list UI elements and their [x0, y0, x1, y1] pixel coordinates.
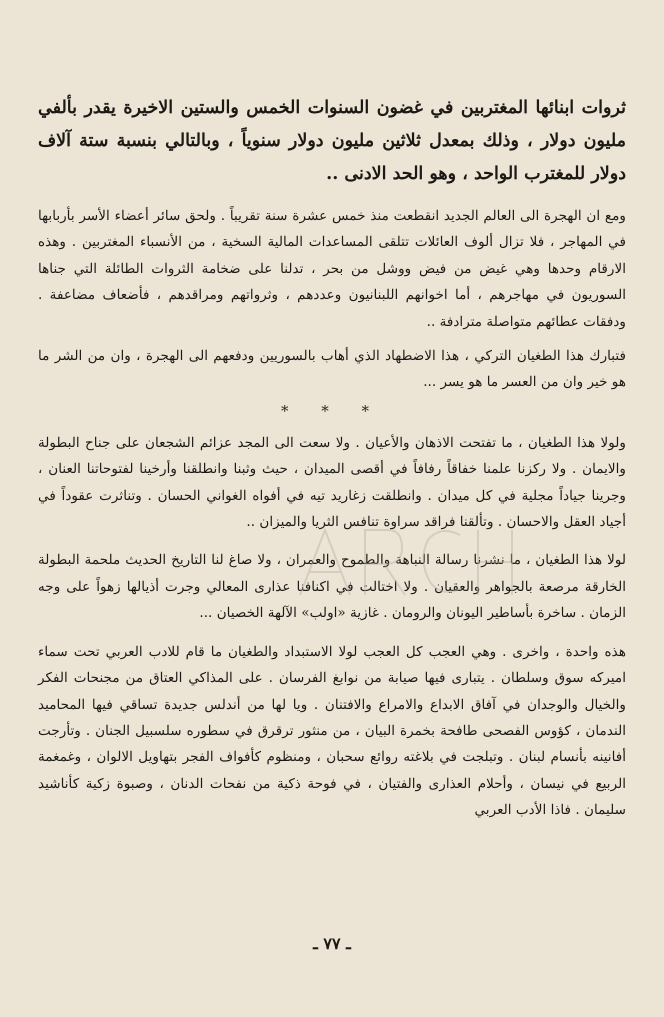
paragraph-mission: لولا هذا الطغيان ، ما نشرنا رسالة النباهة والطموح والعمران ، ولا صاغ لنا التاريخ الحديث ملحمة البطولة الخارقة مرصعة بالجواهر والعقيان . ولا اختالت في اكنافنا عذارى المعالي وجرت أذيالها زهواً على وجه الزمان . ساخرة بأساطير اليونان والرومان . غازية «اولب» الآلهة الخصيان ... [38, 552, 626, 622]
paragraph-emigration: ومع ان الهجرة الى العالم الجديد انقطعت منذ خمس عشرة سنة تقريباً . ولحق سائر أعضاء الأسر بأربابها في المهاجر ، فلا تزال ألوف العائلات تتلقى المساعدات المالية السخية ، من الأنسباء المغتربين . وهذه الارقام وحدها وهي غيض من فيض ووشل من بحر ، تدلنا على ضخامة الثروات الطائلة التي جناها السوريون في مهاجرهم ، أما اخوانهم اللبنانيون وعددهم ، وثرواتهم ومراقدهم ، فأضعاف مضاعفة . ودفقات عطائهم متواصلة مترادفة .. [38, 208, 626, 330]
page-content [38, 92, 626, 824]
section-separator: * * * [280, 401, 384, 420]
paragraph-turkish-tyranny: فتبارك هذا الطغيان التركي ، هذا الاضطهاد الذي أهاب بالسوريين ودفعهم الى الهجرة ، وان من الشر ما هو خير وان من العسر ما هو يسر ... [38, 348, 626, 391]
page-number: ـ ٧٧ ـ [313, 934, 351, 953]
lead-paragraph: ثروات ابنائها المغتربين في غضون السنوات الخمس والستين الاخيرة يقدر بألفي مليون دولار ، وذلك بمعدل ثلاثين مليون دولار سنوياً ، وبالتالي بنسبة ستة آلاف دولار للمغترب الواحد ، وهو الحد الادنى .. [38, 98, 626, 184]
paragraph-without-tyranny: ولولا هذا الطغيان ، ما تفتحت الاذهان والأعيان . ولا سعت الى المجد عزائم الشجعان على جناح البطولة والايمان . ولا ركزنا علمنا خفاقاً رفافاً في أقصى الميدان ، حيث وثبنا وانطلقنا وأرخينا لفتوحاتنا العنان ، وجرينا جياداً مجلية في كل ميدان . وانطلقت زغاريد تيه في أفواه الغواني الحسان . وتناثرت عقوداً في أجياد العقل والاحسان . وتألقنا فراقد سراوة تنافس الثريا والميزان .. [38, 434, 626, 531]
paragraph-arabic-literature: هذه واحدة ، واخرى . وهي العجب كل العجب لولا الاستبداد والطغيان ما قام للادب العربي تحت سماء اميركه سوق وسلطان . يتبارى فيها صيابة من نوابغ الفرسان . على المذاكي العتاق من مجنحات الفكر والخيال والوجدان في آفاق الابداع والامراع والافتنان . ويا لها من أندلس جديدة تساقي فيها المحاميد الندمان ، كؤوس الفصحى طافحة بخمرة البيان ، من منثور ترقرق في سطوره سلسبيل الجنان . وتأرجت أفانينه بأنسام لبنان . وتبلجت في بلاغته روائع سحبان ، ومنظوم كأفواف الفجر بتهاويل الالوان ، وغمغمة الربيع في نيسان ، وأحلام العذارى والفتيان ، في فوحة ذكية من نفحات الدنان ، وصبوة زكية كأناشيد سليمان . فاذا الأدب العربي [38, 643, 626, 819]
